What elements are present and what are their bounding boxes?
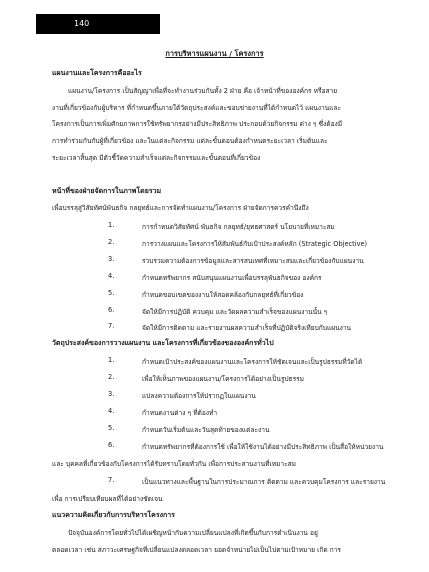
list-item-text: กำหนดวันเริ่มต้นและวันสุดท้ายของแต่ละงาน [142, 426, 270, 434]
list-item-number: 2. [108, 238, 115, 246]
section4-line: ตลอดเวลา เช่น สภาวะเศรษฐกิจที่เปลี่ยนแปลงตลอดเวลา ยอดจำหน่ายไม่เป็นไปตามเป้าหมาย เกิด การ [52, 546, 341, 554]
list-item-number: 2. [108, 373, 115, 381]
list-item-number: 7. [108, 322, 115, 330]
section2-intro: เพื่อบรรลุสู่วิสัยทัศน์พันธกิจ กลยุทธ์และการจัดทำแผนงาน/โครงการ ฝ่ายจัดการควรคำนึงถึง [52, 204, 309, 212]
list-item-text: กำหนดขอบเขตของงานให้สอดคล้องกับกลยุทธ์ที่เกี่ยวข้อง [142, 291, 304, 299]
list-item-text: กำหนดงานต่าง ๆ ที่ต้องทำ [142, 409, 218, 417]
list-item-number: 3. [108, 390, 115, 398]
list-item-number: 3. [108, 255, 115, 263]
section1-line: งานที่เกี่ยวข้องกับผู้บริหาร ที่กำหนดขึ้นภายใต้วัตถุประสงค์และขอบข่ายงานที่ได้กำหนดไว้ แผนงานและ [52, 104, 341, 112]
list-item-text: การกำหนดวิสัยทัศน์ พันธกิจ กลยุทธ์/ยุทธศาสตร์ นโยบายที่เหมาะสม [142, 223, 335, 231]
section4-line: ปัจจุบันองค์การโดยทั่วไปได้เผชิญหน้ากับความเปลี่ยนแปลงที่เกิดขึ้นกับการดำเนินงาน อยู่ [68, 529, 318, 537]
section3-heading: วัตถุประสงค์ของการวางแผนงาน และโครงการที่เกี่ยวข้องขององค์กรทั่วไป [52, 339, 274, 347]
section1-line: การทำร่วมกันกับผู้ที่เกี่ยวข้อง และในแต่ละกิจกรรม แต่ละขั้นตอนต้องกำหนดระยะเวลา เริ่มต้นและ [52, 137, 328, 145]
list-item-number: 7. [108, 476, 115, 484]
list-item-number: 4. [108, 272, 115, 280]
list-item-text: กำหนดทรัพยากร สนับสนุนแผนงานเพื่อบรรลุพันธกิจของ องค์กร [142, 274, 322, 282]
list-item-text: จัดให้มีการติดตาม และรายงานผลความสำเร็จที่ปฏิบัติจริงเทียบกับแผนงาน [142, 324, 352, 332]
list-item-number: 1. [108, 221, 115, 229]
section2-heading: หน้าที่ของฝ่ายจัดการในภาพโดยรวม [52, 187, 162, 195]
list-item-text: เพื่อให้เห็นภาพของแผนงาน/โครงการได้อย่างเป็นรูปธรรม [142, 375, 305, 383]
list-item-continuation: เพื่อ การเปรียบเทียบผลที่ได้อย่างชัดเจน [52, 495, 163, 503]
list-item-number: 5. [108, 289, 115, 297]
list-item-text: แปลงความต้องการให้ปรากฏในแผนงาน [142, 392, 256, 400]
section1-line: แผนงาน/โครงการ เป็นสัญญาเพื่อที่จะทำงานร่วมกันทั้ง 2 ฝ่าย คือ เจ้าหน้าที่ขององค์กร หรือสาย [68, 87, 338, 95]
list-item-text: กำหนดทรัพยากรที่ต้องการใช้ เพื่อให้ใช้งานได้อย่างมีประสิทธิภาพ เป็นสื่อให้หน่วยงาน [142, 443, 384, 451]
list-item-number: 6. [108, 441, 115, 449]
list-item-text: รวบรวมความต้องการข้อมูลและสารสนเทศที่เหมาะสมและเกี่ยวข้องกับแผนงาน [142, 257, 364, 265]
list-item-number: 4. [108, 407, 115, 415]
section1-line: ระยะเวลาสิ้นสุด มีตัวชี้วัดความสำเร็จแต่ละกิจกรรมและขั้นตอนที่เกี่ยวข้อง [52, 154, 261, 162]
page-number: 140 [36, 14, 160, 34]
list-item-number: 1. [108, 356, 115, 364]
list-item-text: จัดให้มีการปฏิบัติ ควบคุม และวัดผลความสำเร็จของแผนงานนั้น ๆ [142, 308, 328, 316]
list-item-number: 5. [108, 424, 115, 432]
section1-heading: แผนงานและโครงการคืออะไร [52, 69, 142, 77]
list-item-text: กำหนดเป้าประสงค์ของแผนงานและโครงการให้ชัดเจนและเป็นรูปธรรมที่วัดได้ [142, 358, 363, 366]
list-item-number: 6. [108, 306, 115, 314]
list-item-continuation: และ บุคคลที่เกี่ยวข้องกับโครงการได้รับทราบโดยทั่วกัน เพื่อการประสานงานที่เหมาะสม [52, 460, 297, 468]
list-item-text: เป็นแนวทางและพื้นฐานในการประมาณการ ติดตาม และควบคุมโครงการ และรายงาน [142, 478, 386, 486]
section1-line: โครงการเป็นการเพิ่มศักยภาพการใช้ทรัพยากรอย่างมีประสิทธิภาพ ประกอบด้วยกิจกรรม ต่าง ๆ ซึ่งต้องมี [52, 120, 343, 128]
document-title: การบริหารแผนงาน / โครงการ [165, 49, 264, 58]
section4-heading: แนวความคิดเกี่ยวกับการบริหารโครงการ [52, 511, 175, 519]
list-item-text: การวางแผนและโครงการให้สัมพันธ์กับเป้าประสงค์หลัก (Strategic Objective) [142, 240, 368, 248]
